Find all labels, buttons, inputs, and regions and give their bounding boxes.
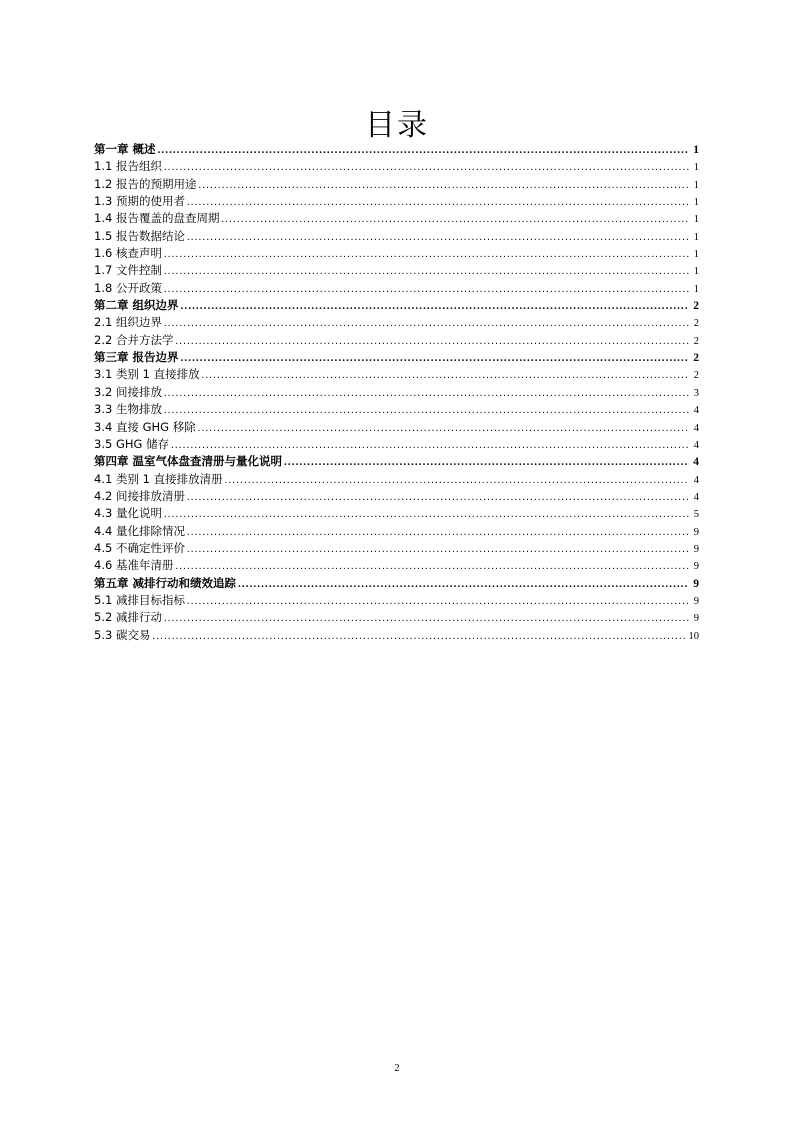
toc-page-number: 1 — [693, 249, 699, 261]
toc-section-entry[interactable] — [94, 419, 699, 436]
toc-page-number: 1 — [693, 179, 699, 191]
toc-dot-leader — [187, 489, 689, 506]
toc-entry-title: 3.1 类别 1 直接排放 — [94, 367, 200, 382]
toc-dot-leader — [158, 142, 689, 159]
toc-page-number: 1 — [693, 144, 699, 156]
toc-page-number: 4 — [693, 405, 699, 417]
toc-section-entry[interactable] — [94, 471, 699, 488]
toc-page-number: 2 — [693, 370, 699, 382]
toc-page-number: 1 — [693, 283, 699, 295]
toc-dot-leader — [187, 524, 689, 541]
toc-entry-title: 1.2 报告的预期用途 — [94, 176, 197, 191]
toc-dot-leader — [164, 263, 689, 280]
toc-page-number: 1 — [693, 214, 699, 226]
toc-chapter-entry[interactable] — [94, 453, 699, 470]
page-number: 2 — [394, 1063, 400, 1074]
toc-page-number: 4 — [693, 439, 699, 451]
toc-entry-title: 第一章 概述 — [94, 142, 156, 156]
toc-entry-title: 5.2 减排行动 — [94, 610, 162, 625]
toc-dot-leader — [164, 315, 689, 332]
toc-section-entry[interactable] — [94, 366, 699, 383]
toc-entry-title: 1.7 文件控制 — [94, 263, 162, 278]
toc-entry-title: 2.2 合并方法学 — [94, 332, 174, 347]
toc-section-entry[interactable] — [94, 592, 699, 609]
toc-dot-leader — [164, 159, 689, 176]
toc-dot-leader — [164, 246, 689, 263]
toc-section-entry[interactable] — [94, 401, 699, 418]
toc-section-entry[interactable] — [94, 176, 699, 193]
toc-entry-title: 5.3 碳交易 — [94, 627, 151, 642]
toc-dot-leader — [171, 437, 689, 454]
toc-dot-leader — [181, 350, 689, 367]
toc-page-number: 3 — [693, 387, 699, 399]
toc-entry-title: 4.4 量化排除情况 — [94, 523, 185, 538]
toc-page-number: 1 — [693, 197, 699, 209]
toc-section-entry[interactable] — [94, 523, 699, 540]
toc-section-entry[interactable] — [94, 158, 699, 175]
toc-section-entry[interactable] — [94, 193, 699, 210]
toc-section-entry[interactable] — [94, 488, 699, 505]
toc-dot-leader — [164, 402, 689, 419]
toc-entry-title: 4.3 量化说明 — [94, 506, 162, 521]
toc-page-number: 1 — [693, 231, 699, 243]
toc-dot-leader — [152, 628, 686, 645]
toc-entry-title: 3.5 GHG 储存 — [94, 436, 170, 451]
toc-page-number: 9 — [693, 577, 699, 590]
table-of-contents — [94, 141, 699, 644]
toc-page-number: 10 — [688, 630, 699, 642]
toc-entry-title: 3.3 生物排放 — [94, 402, 162, 417]
toc-chapter-entry[interactable] — [94, 575, 699, 592]
toc-dot-leader — [284, 454, 689, 471]
toc-dot-leader — [175, 333, 689, 350]
toc-entry-title: 第二章 组织边界 — [94, 298, 179, 313]
toc-section-entry[interactable] — [94, 505, 699, 522]
toc-dot-leader — [164, 281, 689, 298]
toc-section-entry[interactable] — [94, 540, 699, 557]
toc-dot-leader — [221, 211, 689, 228]
toc-page-number: 4 — [693, 456, 699, 469]
toc-dot-leader — [175, 558, 689, 575]
toc-dot-leader — [202, 367, 689, 384]
toc-page-number: 4 — [693, 474, 699, 486]
toc-entry-title: 1.8 公开政策 — [94, 280, 162, 295]
toc-dot-leader — [187, 194, 689, 211]
toc-dot-leader — [164, 385, 689, 402]
toc-entry-title: 第五章 减排行动和绩效追踪 — [94, 575, 237, 590]
toc-section-entry[interactable] — [94, 627, 699, 644]
toc-section-entry[interactable] — [94, 557, 699, 574]
toc-entry-title: 1.4 报告覆盖的盘查周期 — [94, 211, 220, 226]
toc-section-entry[interactable] — [94, 436, 699, 453]
toc-entry-title: 3.4 直接 GHG 移除 — [94, 419, 196, 434]
toc-section-entry[interactable] — [94, 228, 699, 245]
toc-entry-title: 1.3 预期的使用者 — [94, 194, 185, 209]
toc-entry-title: 1.1 报告组织 — [94, 159, 162, 174]
toc-dot-leader — [187, 229, 689, 246]
toc-page-number: 4 — [693, 491, 699, 503]
toc-entry-title: 第四章 温室气体盘查清册与量化说明 — [94, 454, 283, 469]
toc-chapter-entry[interactable] — [94, 297, 699, 314]
toc-dot-leader — [164, 506, 689, 523]
toc-page-number: 1 — [693, 162, 699, 174]
toc-entry-title: 4.6 基准年清册 — [94, 558, 174, 573]
toc-entry-title: 第三章 报告边界 — [94, 350, 179, 365]
toc-dot-leader — [198, 420, 689, 437]
toc-entry-title: 4.5 不确定性评价 — [94, 540, 185, 555]
toc-page-number: 2 — [693, 318, 699, 330]
toc-entry-title: 4.1 类别 1 直接排放清册 — [94, 471, 223, 486]
toc-dot-leader — [181, 298, 689, 315]
toc-page-number: 4 — [693, 422, 699, 434]
toc-section-entry[interactable] — [94, 245, 699, 262]
toc-section-entry[interactable] — [94, 262, 699, 279]
toc-page-number: 2 — [693, 352, 699, 365]
toc-section-entry[interactable] — [94, 314, 699, 331]
toc-section-entry[interactable] — [94, 210, 699, 227]
toc-section-entry[interactable] — [94, 609, 699, 626]
toc-dot-leader — [225, 472, 689, 489]
toc-section-entry[interactable] — [94, 384, 699, 401]
toc-page-number: 9 — [693, 595, 699, 607]
toc-page-number: 9 — [693, 526, 699, 538]
toc-dot-leader — [187, 541, 689, 558]
toc-page-number: 1 — [693, 266, 699, 278]
toc-dot-leader — [187, 593, 689, 610]
toc-dot-leader — [198, 177, 689, 194]
toc-page-number: 9 — [693, 543, 699, 555]
toc-chapter-entry[interactable] — [94, 141, 699, 158]
toc-dot-leader — [238, 576, 689, 593]
toc-entry-title: 2.1 组织边界 — [94, 315, 162, 330]
toc-entry-title: 5.1 减排目标指标 — [94, 592, 185, 607]
toc-chapter-entry[interactable] — [94, 349, 699, 366]
toc-page-number: 5 — [693, 509, 699, 521]
toc-page-number: 9 — [693, 561, 699, 573]
page-title: 目录 — [365, 108, 429, 144]
toc-page-number: 2 — [693, 335, 699, 347]
toc-entry-title: 1.5 报告数据结论 — [94, 228, 185, 243]
toc-page-number: 9 — [693, 613, 699, 625]
toc-entry-title: 3.2 间接排放 — [94, 384, 162, 399]
toc-entry-title: 4.2 间接排放清册 — [94, 488, 185, 503]
toc-section-entry[interactable] — [94, 332, 699, 349]
toc-section-entry[interactable] — [94, 280, 699, 297]
toc-entry-title: 1.6 核查声明 — [94, 246, 162, 261]
toc-dot-leader — [164, 610, 689, 627]
toc-page-number: 2 — [693, 300, 699, 313]
